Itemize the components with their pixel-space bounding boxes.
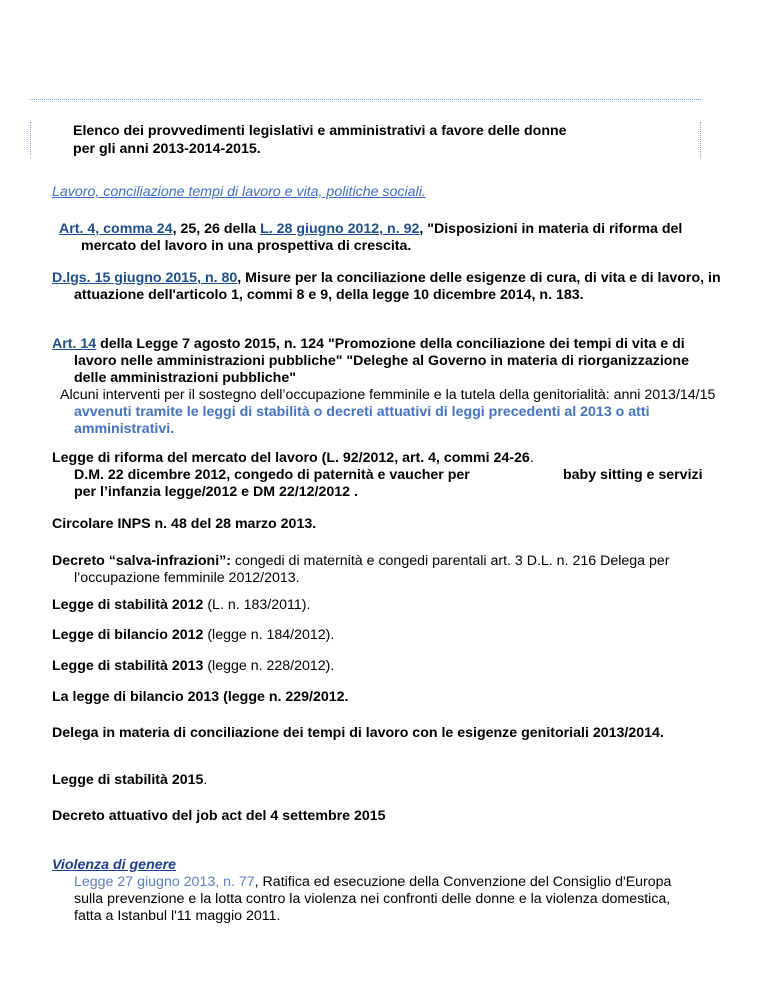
- section-title-lavoro: [52, 184, 702, 201]
- item-dlgs-80: [52, 270, 722, 304]
- item-art4-text2: , "Disposizioni in materia di riforma del mercato del lavoro in una prospettiva di crescita.: [81, 221, 683, 254]
- title-line-1: Elenco dei provvedimenti legislativi e amministrativi a favore delle donne: [73, 123, 567, 139]
- item-circolare-inps: Circolare INPS n. 48 del 28 marzo 2013.: [52, 516, 317, 532]
- item-riforma-bold1: Legge di riforma del mercato del lavoro (L. 92/2012, art. 4, commi 24-26: [52, 450, 530, 466]
- item-stabilita-2012-text: (L. n. 183/2011).: [203, 597, 311, 613]
- item-interventi-blue: avvenuti tramite le leggi di stabilità o decreti attuativi di leggi precedenti al 2013 o atti amministrativi.: [74, 404, 650, 437]
- item-riforma-bold3: baby sitting e servizi: [563, 467, 703, 483]
- section-heading-violenza[interactable]: Violenza di genere: [52, 857, 177, 873]
- item-salva-text: congedi di maternità e congedi parentali art. 3 D.L. n. 216 Delega per l’occupazione femminile 2012/2013.: [74, 553, 670, 586]
- document-title: [73, 122, 673, 158]
- item-dlgs-80-text: , Misure per la conciliazione delle esigenze di cura, di vita e di lavoro, in attuazione dell'articolo 1, commi 8 e 9, della legge 10 dicembre 2014, n. 183.: [74, 270, 721, 303]
- link-art4-comma24[interactable]: Art. 4, comma 24: [59, 221, 173, 237]
- link-dlgs-80-2015[interactable]: D.lgs. 15 giugno 2015, n. 80: [52, 270, 238, 286]
- item-interventi: [52, 387, 734, 438]
- item-stabilita-2015-bold: Legge di stabilità 2015: [52, 772, 204, 788]
- item-art4: [59, 221, 706, 255]
- header-box-left-edge: [30, 122, 31, 158]
- item-interventi-text: Alcuni interventi per il sostegno dell’occupazione femminile e la tutela della genitorialità: anni 2013/14/15: [60, 387, 716, 403]
- item-riforma-normal: .: [529, 450, 538, 466]
- item-job-act: Decreto attuativo del job act del 4 settembre 2015: [52, 808, 386, 824]
- item-bilancio-2012-text: (legge n. 184/2012).: [203, 627, 335, 643]
- item-salva-infrazioni: [52, 553, 724, 587]
- item-delega-conciliazione: Delega in materia di conciliazione dei tempi di lavoro con le esigenze genitoriali 2013/2014.: [52, 725, 664, 741]
- item-stabilita-2013-bold: Legge di stabilità 2013: [52, 658, 204, 674]
- item-salva-bold: Decreto “salva-infrazioni”:: [52, 553, 231, 569]
- link-legge-77-2013[interactable]: Legge 27 giugno 2013, n. 77: [74, 874, 255, 890]
- section-title-violenza: [52, 857, 712, 874]
- item-riforma-bold2: D.M. 22 dicembre 2012, congedo di paternità e vaucher per: [74, 467, 470, 483]
- item-stabilita-2013-text: (legge n. 228/2012).: [203, 658, 335, 674]
- item-stabilita-2012: [52, 597, 712, 614]
- item-stabilita-2015-text: .: [203, 772, 208, 788]
- item-legge-77-text: , Ratifica ed esecuzione della Convenzione del Consiglio d'Europa sulla prevenzione e la lotta contro la violenza nei confronti delle donne e la violenza domestica, fatta a Istanbul l'11 maggio 2011.: [74, 874, 672, 924]
- item-art14: [52, 336, 714, 387]
- item-stabilita-2012-bold: Legge di stabilità 2012: [52, 597, 204, 613]
- item-riforma-lavoro: [52, 450, 712, 501]
- item-bilancio-2013: La legge di bilancio 2013 (legge n. 229/2012.: [52, 689, 349, 705]
- item-art4-text1: , 25, 26 della: [172, 221, 261, 237]
- item-bilancio-2012: [52, 627, 712, 644]
- item-riforma-bold4: per l’infanzia legge/2012 e DM 22/12/2012 .: [74, 484, 358, 500]
- header-box-right-edge: [700, 122, 701, 158]
- link-art14[interactable]: Art. 14: [52, 336, 97, 352]
- section-heading-lavoro[interactable]: Lavoro, conciliazione tempi di lavoro e vita, politiche sociali.: [52, 184, 426, 200]
- item-legge-77: [74, 874, 694, 925]
- item-art14-text: della Legge 7 agosto 2015, n. 124 "Promozione della conciliazione dei tempi di vita e di lavoro nelle amministrazioni pubbliche" "Deleghe al Governo in materia di riorganizzazione delle amministrazioni pubbliche": [74, 336, 689, 386]
- link-legge-92-2012[interactable]: L. 28 giugno 2012, n. 92: [260, 221, 420, 237]
- title-line-2: per gli anni 2013-2014-2015.: [73, 141, 261, 157]
- item-stabilita-2015: [52, 772, 712, 789]
- item-stabilita-2013: [52, 658, 712, 675]
- item-bilancio-2012-bold: Legge di bilancio 2012: [52, 627, 204, 643]
- item-riforma-bold2a: [538, 450, 542, 466]
